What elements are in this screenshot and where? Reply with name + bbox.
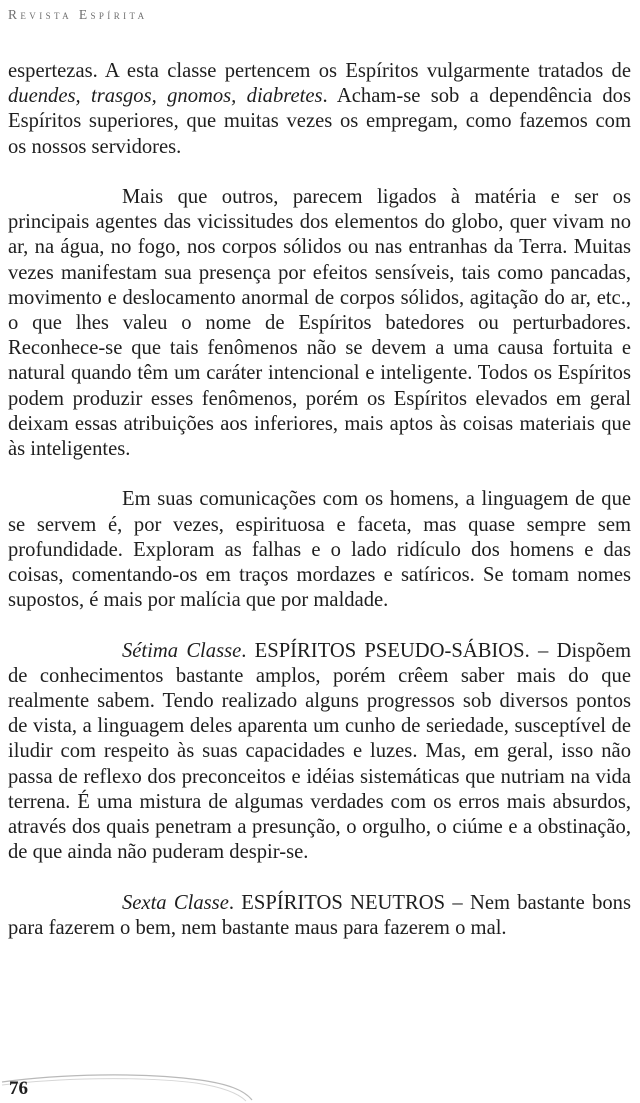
- paragraph-3: Em suas comunicações com os homens, a linguagem de que se servem é, por vezes, espirituosa e faceta, mas quase sempre sem profundidade. Exploram as falhas e o lado ridículo dos homens e das coisas, comentando-os em traços mordazes e satíricos. Se tomam nomes supostos, é mais por malícia que por maldade.: [8, 488, 631, 612]
- paragraph-1-text-a: espertezas. A esta classe pertencem os Espíritos vulgarmente tratados de: [8, 60, 631, 82]
- paragraph-1-text-b: . Acham-se sob a dependência dos Espíritos superiores, que muitas vezes os empregam, como fazemos com os nossos servidores.: [8, 85, 631, 158]
- paragraph-sixth-class: [8, 891, 631, 941]
- sixth-class-heading: . ESPÍRITOS NEUTROS –: [228, 891, 470, 914]
- paragraph-seventh-class: [8, 639, 631, 866]
- seventh-class-heading: . ESPÍRITOS PSEUDO-SÁBIOS. –: [241, 639, 557, 662]
- page-number: 76: [9, 1078, 28, 1099]
- page-body: [8, 59, 631, 941]
- seventh-class-label: Sétima Classe: [122, 639, 242, 662]
- footer-swoosh-ornament: [0, 1058, 260, 1103]
- running-title: Revista Espírita: [8, 7, 148, 22]
- seventh-class-text: Dispõem de conhecimentos bastante amplos, porém crêem saber mais do que realmente sabem. Tendo realizado alguns progressos sob diversos pontos de vista, a linguagem deles aparenta um cunho de seriedade, susceptível de iludir com respeito às suas capacidades e luzes. Mas, em geral, isso não passa de reflexo dos preconceitos e idéias sistemáticas que nutriam na vida terrena. É uma mistura de algumas verdades com os erros mais absurdos, através dos quais penetram a presunção, o orgulho, o ciúme e a obstinação, de que ainda não puderam despir-se.: [8, 639, 631, 864]
- sixth-class-label: Sexta Classe: [122, 891, 229, 914]
- paragraph-2: Mais que outros, parecem ligados à matéria e ser os principais agentes das vicissitudes dos elementos do globo, quer vivam no ar, na água, no fogo, nos corpos sólidos ou nas entranhas da Terra. Muitas vezes manifestam sua presença por efeitos sensíveis, tais como pancadas, movimento e deslocamento anormal de corpos sólidos, agitação do ar, etc., o que lhes valeu o nome de Espíritos batedores ou perturbadores. Reconhece-se que tais fenômenos não se devem a uma causa fortuita e natural quando têm um caráter intencional e inteligente. Todos os Espíritos podem produzir esses fenômenos, porém os Espíritos elevados em geral deixam essas atribuições aos inferiores, mais aptos às coisas materiais que às inteligentes.: [8, 186, 631, 461]
- paragraph-1-italic-terms: duendes, trasgos, gnomos, diabretes: [8, 85, 323, 108]
- sixth-class-text: Nem bastante bons para fazerem o bem, nem bastante maus para fazerem o mal.: [8, 891, 631, 939]
- paragraph-1: [8, 59, 631, 160]
